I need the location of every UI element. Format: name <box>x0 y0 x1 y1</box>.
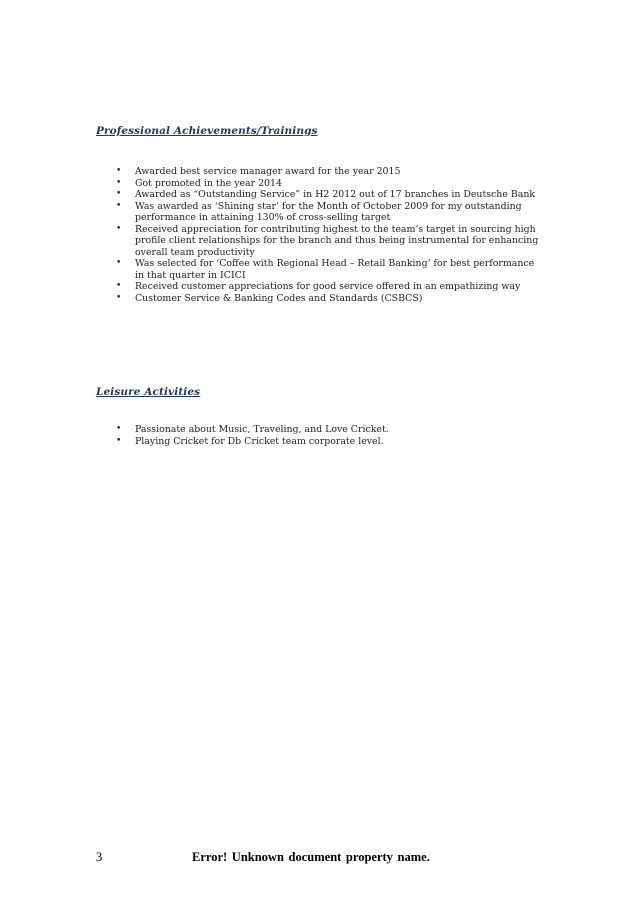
bullet-icon: • <box>116 189 122 199</box>
bullet-icon: • <box>116 258 122 268</box>
list-item-text: Received customer appreciations for good service offered in an empathizing way <box>135 281 521 292</box>
page-number: 3 <box>96 850 103 864</box>
footer-text: Error! Unknown document property name. <box>192 850 430 864</box>
list-item <box>116 178 546 190</box>
list-item <box>116 436 546 448</box>
list-item-text: Was awarded as ‘Shining star’ for the Month of October 2009 for my outstanding performance in attaining 130% of cross-selling target <box>135 200 522 223</box>
list-item-text: Awarded best service manager award for the year 2015 <box>135 166 401 177</box>
section-heading-leisure: Leisure Activities <box>96 386 201 398</box>
list-item <box>116 293 546 305</box>
list-item <box>116 189 546 201</box>
list-item-text: Playing Cricket for Db Cricket team corporate level. <box>135 435 384 447</box>
section-heading-achievements: Professional Achievements/Trainings <box>96 125 318 137</box>
list-item <box>116 281 546 293</box>
achievements-list <box>116 166 546 304</box>
list-item <box>116 258 546 281</box>
list-item-text: Customer Service & Banking Codes and Standards (CSBCS) <box>135 292 423 304</box>
bullet-icon: • <box>116 424 122 434</box>
bullet-icon: • <box>116 435 122 446</box>
bullet-icon: • <box>116 292 122 303</box>
leisure-list <box>116 424 546 447</box>
bullet-icon: • <box>116 166 122 176</box>
bullet-icon: • <box>116 223 122 234</box>
list-item-text: Got promoted in the year 2014 <box>135 177 282 189</box>
list-item-text: Received appreciation for contributing highest to the team’s target in sourcing high profile client relationships for the branch and thus being instrumental for enhancing overall team productivity <box>135 223 539 258</box>
bullet-icon: • <box>116 281 122 291</box>
page-footer <box>96 850 556 866</box>
list-item-text: Awarded as “Outstanding Service” in H2 2012 out of 17 branches in Deutsche Bank <box>135 189 536 200</box>
list-item <box>116 224 546 259</box>
bullet-icon: • <box>116 200 122 211</box>
list-item <box>116 166 546 178</box>
list-item <box>116 424 546 436</box>
list-item-text: Passionate about Music, Traveling, and Love Cricket. <box>135 424 389 435</box>
list-item <box>116 201 546 224</box>
bullet-icon: • <box>116 177 122 188</box>
list-item-text: Was selected for ‘Coffee with Regional Head – Retail Banking’ for best performance in that quarter in ICICI <box>135 258 535 281</box>
